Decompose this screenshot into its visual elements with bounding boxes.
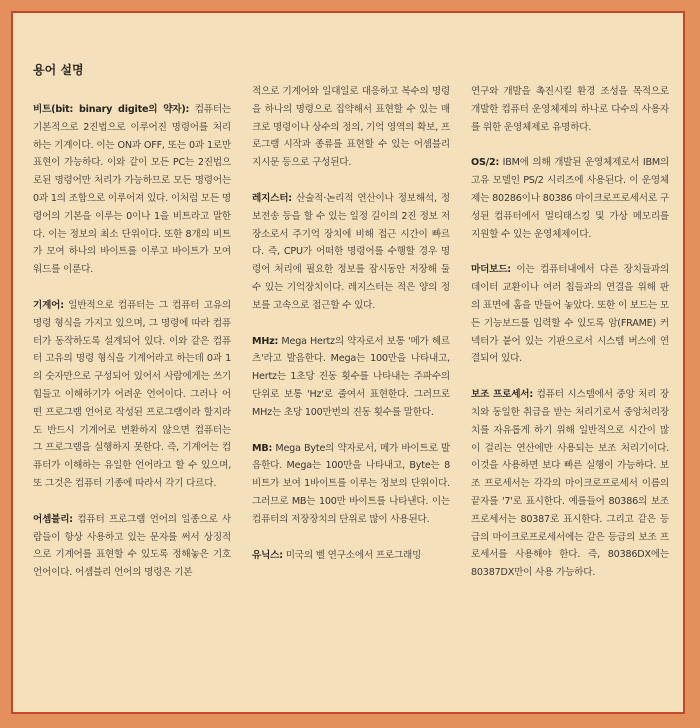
glossary-entry-os2 xyxy=(471,154,669,243)
column-1 xyxy=(33,101,231,600)
glossary-page xyxy=(11,11,685,714)
entry-term: 마더보드: xyxy=(471,264,511,276)
entry-description: 미국의 벨 연구소에서 프로그래밍 xyxy=(282,549,422,561)
glossary-entry-register xyxy=(252,190,450,315)
entry-description: IBM에 의해 개발된 운영체제로서 IBM의 고유 모델인 PS/2 시리즈에 사용된다. 이 운영체제는 80286이나 80386 마이크로프로세서로 구성된 컴퓨터에서 멀티태스킹 및 가상 메모리를 지원할 수 있는 운영체제이다. xyxy=(471,157,669,240)
entry-description: 연구와 개발을 촉진시킬 환경 조성을 목적으로 개발한 컴퓨터 운영체제의 하나로 다수의 사용자를 위한 운영체제로 유명하다. xyxy=(471,86,669,133)
entry-term: 레지스터: xyxy=(252,192,292,204)
glossary-entry-assembly xyxy=(33,511,231,582)
entry-description: 컴퓨터 프로그램 언어의 일종으로 사람들이 항상 사용하고 있는 문자를 써서 상징적으로 기계어를 표현할 수 있도록 정해놓은 기호 언어이다. 어셈블리 언어의 명령은 기본 xyxy=(33,513,231,579)
entry-description: 일반적으로 컴퓨터는 그 컴퓨터 고유의 명령 형식을 가지고 있으며, 그 명령에 따라 컴퓨터가 동작하도록 설계되어 있다. 이와 같은 컴퓨터 고유의 명령 형식을 기계어라고 하는데 0과 1의 숫자만으로 구성되어 있어서 사람에게는 쓰기 힘들고 이해하기가 어려운 언어이다. 그러나 어떤 프로그램 언어로 작성된 프로그램이라 할지라도 반드시 기계어로 변환하지 않으면 컴퓨터는 그 프로그램을 실행하지 못한다. 즉, 기계어는 컴퓨터가 이해하는 유일한 언어라고 할 수 있으며, 또 그것은 컴퓨터 기종에 따라서 각기 다르다. xyxy=(33,299,231,489)
glossary-entry-assembly-continued xyxy=(252,83,450,172)
glossary-entry-mb xyxy=(252,440,450,529)
glossary-heading: 용어 설명 xyxy=(33,63,84,77)
glossary-entry-motherboard xyxy=(471,261,669,368)
entry-term: 비트(bit: binary digite의 약자): xyxy=(33,104,190,115)
glossary-entry-mhz xyxy=(252,333,450,422)
entry-description: 적으로 기계어와 일대일로 대응하고 복수의 명령을 하나의 명령으로 집약해서 표현할 수 있는 매크로 명령이나 상수의 정의, 기억 영역의 확보, 프로그램 시작과 종류를 표현할 수 있는 어셈블리 지시문 등으로 구성된다. xyxy=(252,86,450,169)
glossary-entry-machine-language xyxy=(33,297,231,493)
entry-term: MB: xyxy=(252,442,273,454)
glossary-entry-unix-continued xyxy=(471,83,669,136)
entry-description: 컴퓨터는 기본적으로 2진법으로 이루어진 명령어를 처리하는 기계이다. 이는 ON과 OFF, 또는 0과 1로만 표현이 가능하다. 이와 같이 모든 PC는 2진법으로된 명령어만 처리가 가능하므로 모든 명령어는 0과 1의 조합으로 이루어져 있다. 이처럼 모든 명령어의 기본을 이루는 0이나 1을 비트라고 말한다. 이는 정보의 최소 단위이다. 또한 8개의 비트가 모여 하나의 바이트를 이루고 바이트가 모여 워드를 이룬다. xyxy=(33,104,231,276)
entry-description: 산술적·논리적 연산이나 정보해석, 정보전송 등을 할 수 있는 일정 길이의 2진 정보 저장소로서 주기억 장치에 비해 접근 시간이 빠르다. 즉, CPU가 어떠한 명령어를 수행할 경우 명령어 처리에 필요한 정보를 잠시동안 저장해 둘 수 있는 기억장치이다. 레지스터는 적은 양의 정보를 고속으로 접근할 수 있다. xyxy=(252,192,450,311)
glossary-entry-bit xyxy=(33,101,231,279)
entry-term: 보조 프로세서: xyxy=(471,389,533,401)
column-2 xyxy=(252,83,450,582)
entry-term: 어셈블리: xyxy=(33,513,73,525)
entry-description: Mega Hertz의 약자로서 보통 '메가 헤르츠'라고 발음한다. Mega는 100만을 나타내고, Hertz는 1초당 진동 횟수를 나타내는 주파수의 단위로 보통 'Hz'로 줄여서 표현한다. 그러므로 MHz는 초당 100만번의 진동 횟수를 말한다. xyxy=(252,335,450,418)
entry-term: 기계어: xyxy=(33,299,64,311)
entry-term: 유닉스: xyxy=(252,549,283,561)
entry-description: Mega Byte의 약자로서, 메가 바이트로 발음한다. Mega는 100만을 나타내고, Byte는 8비트가 보여 1바이트를 이루는 정보의 단위이다. 그러므로 MB는 100만 바이트를 나타낸다. 이는 컴퓨터의 저장장치의 단위로 많이 사용된다. xyxy=(252,442,450,525)
glossary-entry-unix xyxy=(252,547,450,565)
entry-description: 컴퓨터 시스템에서 중앙 처리 장치와 동일한 취급을 받는 처리기로서 중앙처리장치를 자유롭게 하기 위해 일반적으로 시간이 많이 걸리는 연산에만 사용되는 보조 처리기이다. 이것을 사용하면 보다 빠른 실행이 가능하다. 보조 프로세서는 각각의 마이크로프로세서 이름의 끝자를 '7'로 표시한다. 예를들어 80386의 보조 프로세서는 80387로 표시한다. 그리고 같은 등급의 마이크로프로세서에는 같은 등급의 보조 프로세서를 사용해야 한다. 즉, 80386DX에는 80387DX만이 사용 가능하다. xyxy=(471,389,669,579)
column-3 xyxy=(471,83,669,600)
entry-description: 이는 컴퓨터내에서 다른 장치들과의 데이터 교환이나 여러 칩들과의 연결을 위해 판의 표면에 홈을 만들어 놓았다. 또한 이 보드는 모든 기능보드를 입력할 수 있도록 암(FRAME) 커넥터가 붙어 있는 기판으로서 시스템 버스에 연결되어 있다. xyxy=(471,264,669,365)
glossary-entry-coprocessor xyxy=(471,386,669,582)
entry-term: OS/2: xyxy=(471,157,500,169)
entry-term: MHz: xyxy=(252,335,279,347)
